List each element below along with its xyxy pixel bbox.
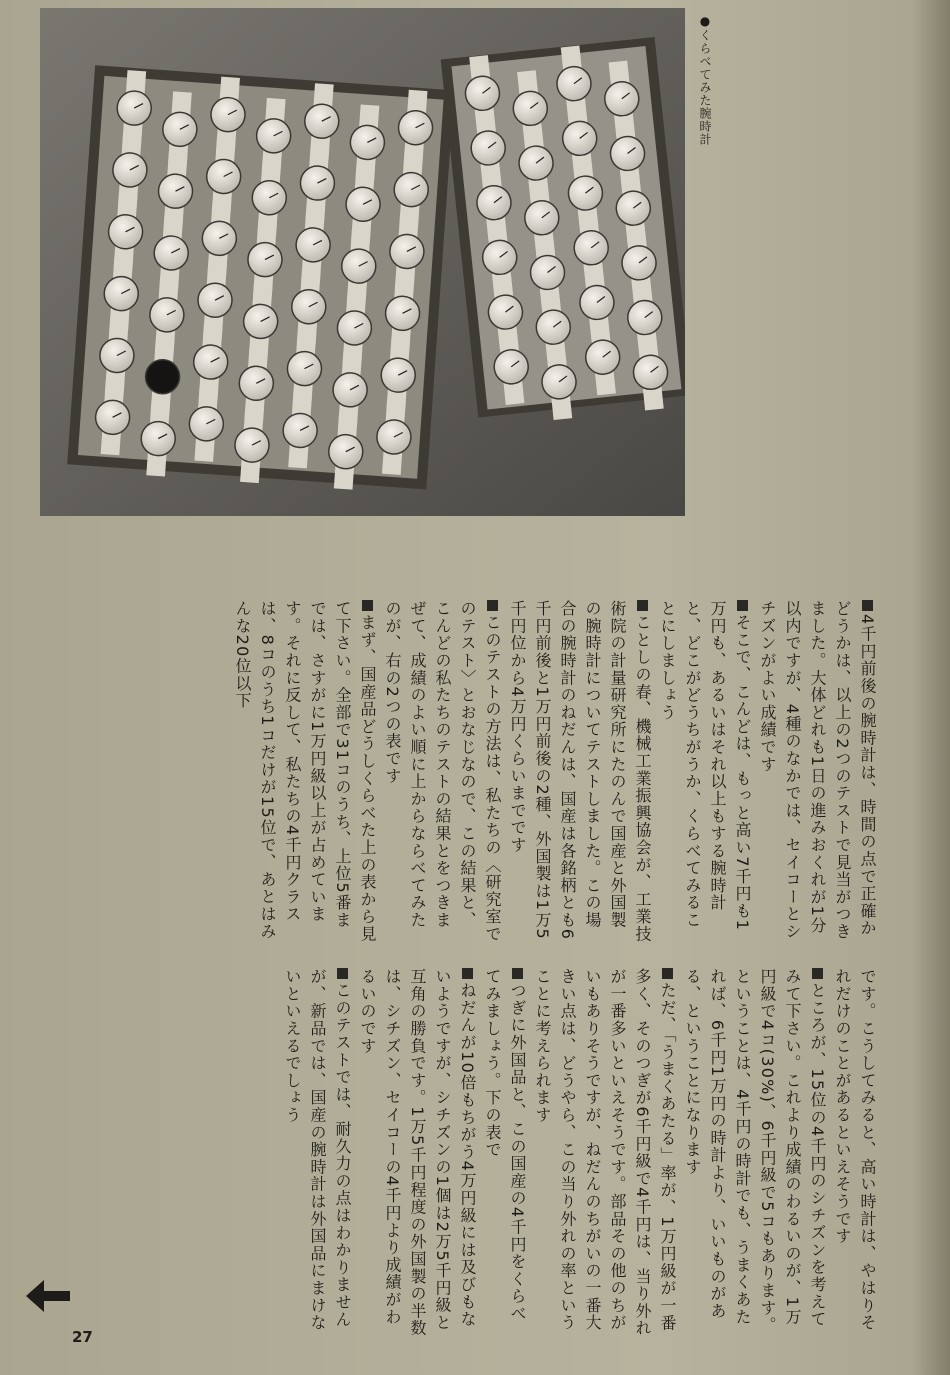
square-bullet-icon [362, 600, 373, 611]
page-edge-shadow [912, 0, 950, 1375]
paragraph-text: まず、国産品どうしくらべた上の表から見て下さい。全部で31コのうち、上位5番までは、さすがに1万円級以上が占めています。それに反して、私たちの4千円クラスは、8コのうち1コだけが15位で、あとはみんな20位以下 [233, 600, 377, 943]
paragraph [355, 968, 480, 1338]
square-bullet-icon [462, 968, 473, 979]
square-bullet-icon [512, 968, 523, 979]
paragraph [530, 968, 680, 1338]
article-text-lower [85, 968, 880, 1338]
page-number: 27 [72, 1328, 93, 1346]
paragraph-text: ことしの春、機械工業振興協会が、工業技術院の計量研究所にたのんで国産と外国製の腕時計についてテストしました。この場合の腕時計のねだんは、国産は各銘柄とも6千円前後と1万円前後の2種、外国製は1万5千円位から4万円くらいまでです [508, 600, 652, 943]
paragraph [280, 968, 355, 1338]
paragraph [655, 600, 755, 945]
paragraph-text: ところが、15位の4千円のシチズンを考えてみて下さい。これより成績のわるいのが、1万円級で4コ(30%)、6千円級で5コもあります。ということは、4千円の時計でも、うまくあたれば、6千円1万円の時計より、いいものがある、ということになります [683, 968, 827, 1334]
paragraph [680, 968, 830, 1338]
paragraph [230, 600, 380, 945]
square-bullet-icon [337, 968, 348, 979]
paragraph-text: このテストの方法は、私たちの〈研究室でのテスト〉とおなじなので、この結果と、こんどの私たちのテストの結果とをつきまぜて、成績のよい順に上からならべてみたのが、右の2つの表です [383, 600, 502, 943]
photo-caption: ●くらべてみた腕時計 [698, 14, 712, 146]
square-bullet-icon [737, 600, 748, 611]
paragraph-text: このテストでは、耐久力の点はわかりませんが、新品では、国産の腕時計は外国品にまけないといえるでしょう [283, 968, 352, 1332]
paragraph [830, 968, 880, 1338]
left-arrow-icon[interactable] [26, 1276, 72, 1316]
paragraph-text: ねだんが10倍もちがう4万円級には及びもないようですが、シチズンの1個は2万5千円級と互角の勝負です。1万5千円程度の外国製の半数は、シチズン、セイコーの4千円より成績がわるいのです [358, 968, 477, 1337]
paragraph-text: です。こうしてみると、高い時計は、やはりそれだけのことがあるといえそうです [833, 968, 877, 1332]
paragraph [505, 600, 655, 945]
paragraph-text: 4千円前後の腕時計は、時間の点で正確かどうかは、以上の2つのテストで見当がつきました。大体どれも1日の進みおくれが1分以内ですが、4種のなかでは、セイコーとシチズンがよい成績です [758, 600, 877, 941]
paragraph-text: つぎに外国品と、この国産の4千円をくらべてみましょう。下の表で [483, 968, 527, 1323]
article-text-upper [80, 600, 880, 945]
paragraph [755, 600, 880, 945]
square-bullet-icon [637, 600, 648, 611]
watch-tray-photo [40, 8, 685, 516]
paragraph [480, 968, 530, 1338]
square-bullet-icon [862, 600, 873, 611]
square-bullet-icon [812, 968, 823, 979]
paragraph-text: ただ、「うまくあたる」率が、1万円級が一番多く、そのつぎが6千円級で4千円は、当り外れが一番多いといえそうです。部品その他のちがいもありそうですが、ねだんのちがいの一番大きい点は、どうやら、この当り外れの率ということに考えられます [533, 968, 677, 1337]
paragraph [380, 600, 505, 945]
square-bullet-icon [662, 968, 673, 979]
square-bullet-icon [487, 600, 498, 611]
paragraph-text: そこで、こんどは、もっと高い7千円も1万円も、あるいはそれ以上もする腕時計と、どこがどうちがうか、くらべてみることにしましょう [658, 600, 752, 932]
